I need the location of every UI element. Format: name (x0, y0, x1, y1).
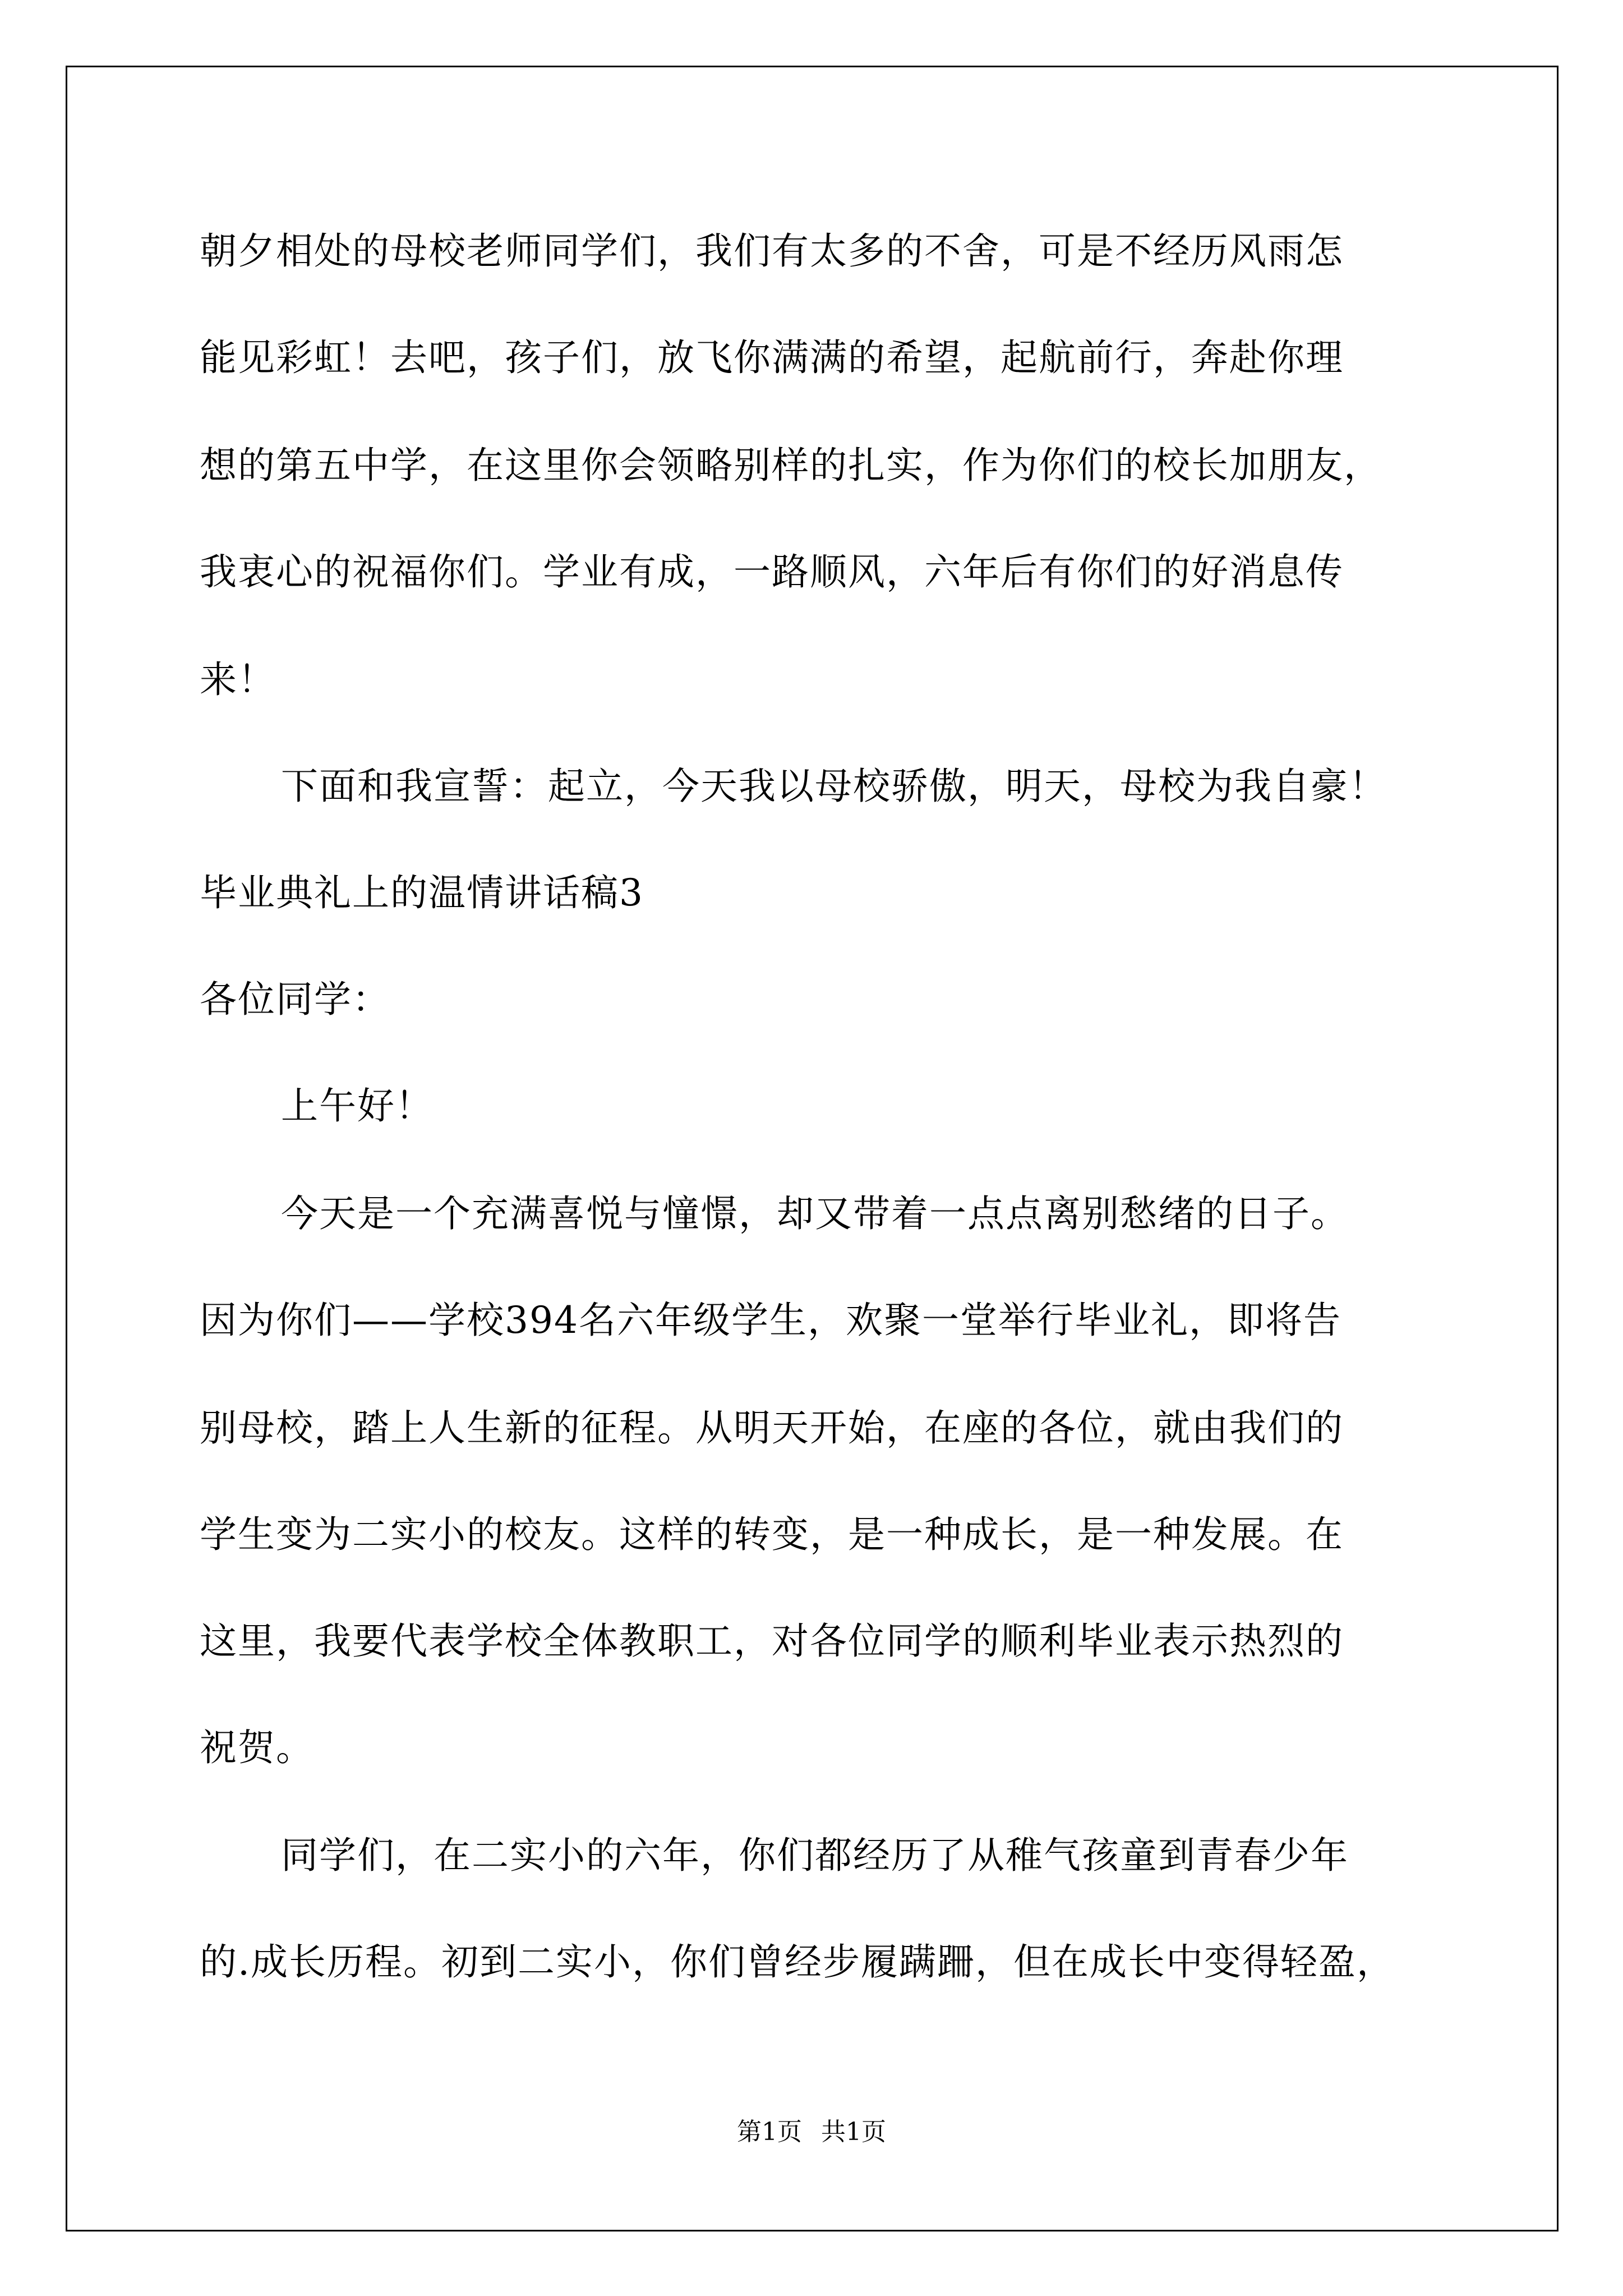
text-line: 今天是一个充满喜悦与憧憬，却又带着一点点离别愁绪的日子。 (281, 1192, 1349, 1235)
text-line: 学生变为二实小的校友。这样的转变，是一种成长，是一种发展。在 (200, 1513, 1344, 1556)
section-heading: 毕业典礼上的温情讲话稿3 (200, 871, 644, 914)
text-line: 能见彩虹！去吧，孩子们，放飞你满满的希望，起航前行，奔赴你理 (200, 336, 1344, 379)
page-total: 共1页 (821, 2118, 886, 2146)
text-line: 想的第五中学，在这里你会领略别样的扎实，作为你们的校长加朋友， (200, 444, 1382, 487)
text-line: 祝贺。 (200, 1726, 314, 1769)
page-footer (0, 2118, 1623, 2147)
text-line: 因为你们——学校394名六年级学生，欢聚一堂举行毕业礼，即将告 (200, 1299, 1341, 1342)
page-border (66, 66, 1559, 2231)
page-number: 第1页 (737, 2118, 802, 2146)
text-line: 下面和我宣誓：起立，今天我以母校骄傲，明天，母校为我自豪！ (281, 765, 1387, 808)
text-line: 别母校，踏上人生新的征程。从明天开始，在座的各位，就由我们的 (200, 1406, 1344, 1450)
text-line: 的.成长历程。初到二实小，你们曾经步履蹒跚，但在成长中变得轻盈， (200, 1940, 1395, 1984)
text-line: 我衷心的祝福你们。学业有成，一路顺风，六年后有你们的好消息传 (200, 550, 1344, 593)
salutation: 各位同学： (200, 978, 390, 1021)
text-line: 这里，我要代表学校全体教职工，对各位同学的顺利毕业表示热烈的 (200, 1619, 1344, 1663)
text-line: 同学们，在二实小的六年，你们都经历了从稚气孩童到青春少年 (281, 1834, 1349, 1877)
text-line: 来！ (200, 658, 276, 701)
greeting: 上午好！ (281, 1084, 434, 1128)
text-line: 朝夕相处的母校老师同学们，我们有太多的不舍，可是不经历风雨怎 (200, 229, 1344, 273)
